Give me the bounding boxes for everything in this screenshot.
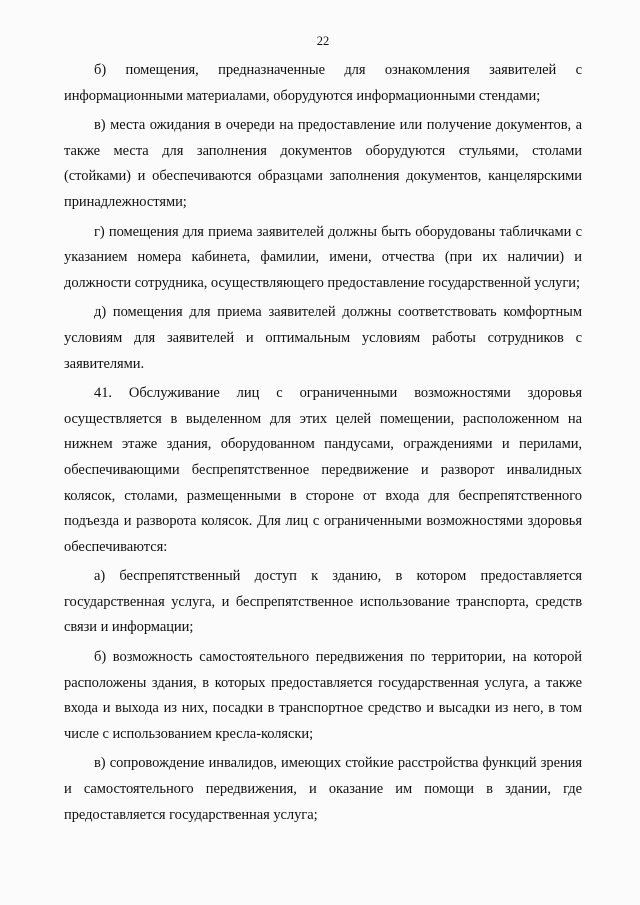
paragraph-v-escort: в) сопровождение инвалидов, имеющих стойкие расстройства функций зрения и самостоятельного передвижения, и оказание им помощи в здании, где предоставляется государственная услуга; <box>64 755 582 823</box>
paragraph-v-waiting-areas: в) места ожидания в очереди на предоставление или получение документов, а также места для заполнения документов оборудуются стульями, столами (стойками) и обеспечиваются образцами заполнения документов, канцелярскими принадлежностями; <box>64 117 582 210</box>
paragraph-g-signage: г) помещения для приема заявителей должны быть оборудованы табличками с указанием номера кабинета, фамилии, имени, отчества (при их наличии) и должности сотрудника, осуществляющего предоставление государственной услуги; <box>64 223 582 291</box>
paragraph-b-info-stands: б) помещения, предназначенные для ознакомления заявителей с информационными материалами, оборудуются информационными стендами; <box>64 62 582 104</box>
paragraph-d-comfort: д) помещения для приема заявителей должны соответствовать комфортным условиям для заявителей и оптимальным условиям работы сотрудников с заявителями. <box>64 304 582 372</box>
page-number: 22 <box>316 34 330 48</box>
paragraph-41-accessibility: 41. Обслуживание лиц с ограниченными возможностями здоровья осуществляется в выделенном для этих целей помещении, расположенном на нижнем этаже здания, оборудованном пандусами, ограждениями и перилами, обеспечивающими беспрепятственное передвижение и разворот инвалидных колясок, столами, размещенными в стороне от входа для беспрепятственного подъезда и разворота колясок. Для лиц с ограниченными возможностями здоровья обеспечиваются: <box>64 385 582 555</box>
paragraph-b-movement: б) возможность самостоятельного передвижения по территории, на которой расположены здания, в которых предоставляется государственная услуга, а также входа и выхода из них, посадки в транспортное средство и высадки из него, в том числе с использованием кресла-коляски; <box>64 649 582 742</box>
paragraph-a-access: а) беспрепятственный доступ к зданию, в котором предоставляется государственная услуга, и беспрепятственное использование транспорта, средств связи и информации; <box>64 568 582 636</box>
